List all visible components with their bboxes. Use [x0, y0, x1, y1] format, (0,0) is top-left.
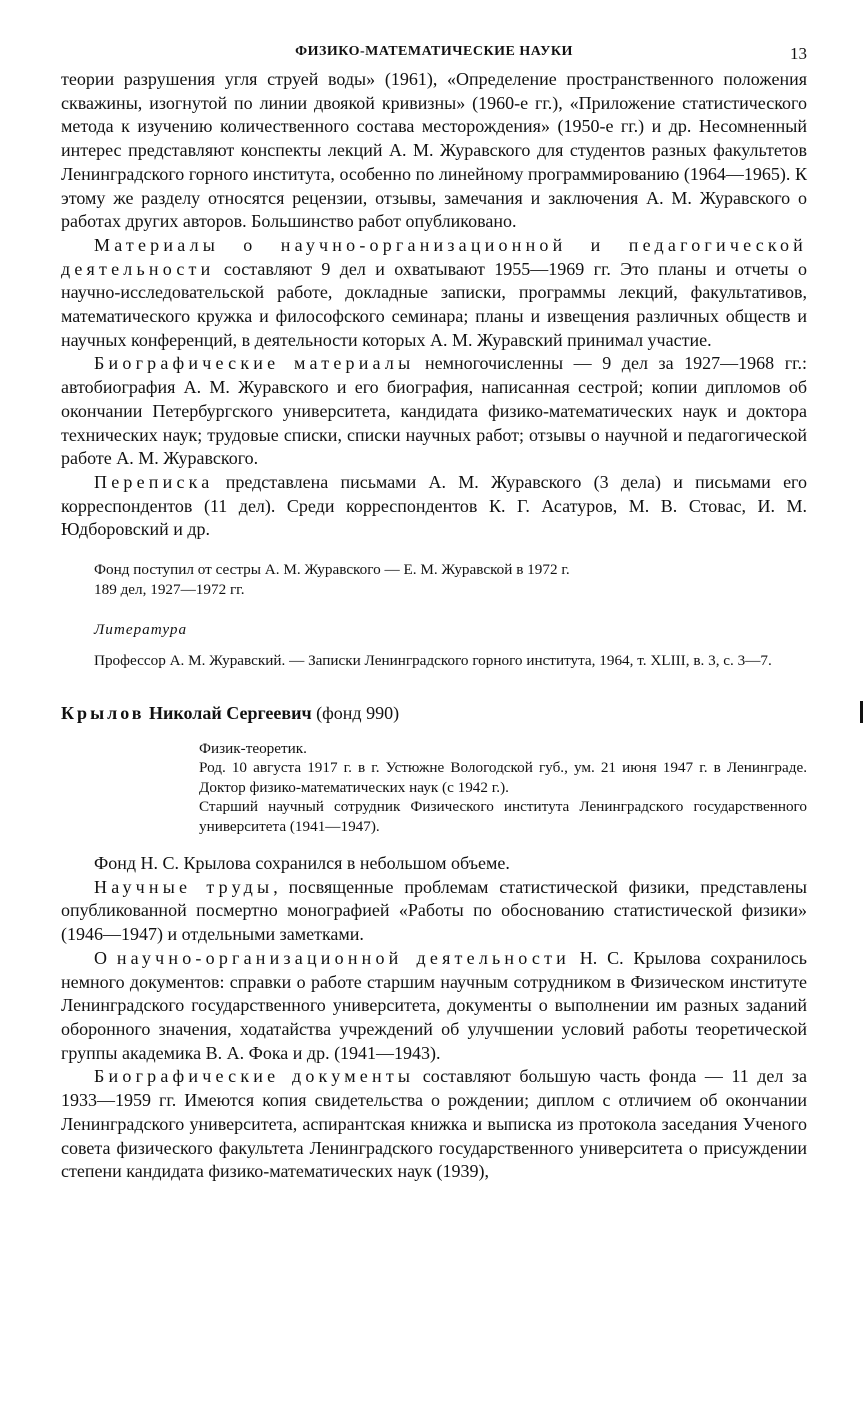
- fond-note-line: 189 дел, 1927—1972 гг.: [94, 580, 245, 598]
- fond-description: [61, 852, 807, 1184]
- literature-item: Профессор А. М. Журавский. — Записки Ленинградского горного института, 1964, т. XLIII, в. 3, с. 3—7.: [94, 652, 772, 670]
- spaced-heading: Материалы о научно-организационной и педагогической деятельности: [61, 234, 807, 279]
- fond-note-line: Фонд поступил от сестры А. М. Журавского — Е. М. Журавской в 1972 г.: [94, 561, 570, 579]
- paragraph-text: составляют 9 дел и охватывают 1955—1969 гг. Это планы и отчеты о научно-исследовательской работе, докладные записки, программы лекций, факультативов, математического кружка и философского семинара; планы и извещения различных обществ и научных конференций, в деятельности которых А. М. Журавский принимал участие.: [61, 258, 807, 350]
- paragraph-text: Н. С. Крылова сохранилось немного документов: справки о работе старшим научным сотрудником в Физическом институте Ленинградского государственного университета, документы о выполнении им разных заданий оборонного значения, ходатайства учреждений об улучшении условий работы теоретической группы академика В. А. Фока и др. (1941—1943).: [61, 947, 808, 1063]
- paragraph-text: представлена письмами А. М. Журавского (3 дела) и письмами его корреспондентов (11 дел). Среди корреспондентов К. Г. Асатуров, М. В. Стовас, И. М. Юдборовский и др.: [61, 471, 807, 540]
- running-title: ФИЗИКО-МАТЕМАТИЧЕСКИЕ НАУКИ: [295, 44, 573, 59]
- paragraph-text: , посвященные проблемам статистической физики, представлены опубликованной посмертно монографией «Работы по обоснованию статистической физики» (1946—1947) и отдельными заметками.: [61, 876, 807, 945]
- bio-role: Физик-теоретик.: [199, 739, 307, 757]
- running-header: [61, 0, 807, 68]
- paragraph-organizational-activity: [61, 947, 807, 1066]
- paragraph-text: немногочисленны — 9 дел за 1927—1968 гг.: автобиография А. М. Журавского и его биография, написанная сестрой; копии дипломов об окончании Петербургского университета, кандидата физико-математических наук и доктора технических наук; трудовые списки, списки научных работ; отзывы о научной и педагогической работе А. М. Журавского.: [61, 353, 807, 469]
- person-surname: Крылов: [61, 702, 145, 723]
- paragraph-correspondence: [61, 471, 807, 542]
- person-heading: [61, 701, 807, 725]
- paragraph-continuation: теории разрушения угля струей воды» (1961), «Определение пространственного положения скважины, изогнутой по линии двоякой кривизны» (1960-е гг.), «Приложение статистического метода к изучению количественного состава месторождения» (1950-е гг.) и др. Несомненный интерес представляют конспекты лекций А. М. Журавского для студентов разных факультетов Ленинградского горного института, особенно по линейному программированию (1964—1965). К этому же разделу относятся рецензии, отзывы, замечания и заключения А. М. Журавского о работах других авторов. Большинство работ опубликовано.: [61, 69, 807, 232]
- paragraph-biographical-documents: [61, 1065, 807, 1184]
- spaced-heading: Научные труды: [94, 876, 274, 897]
- spaced-heading: Биографические документы: [94, 1066, 415, 1087]
- person-bio: [61, 739, 807, 837]
- spaced-heading: научно-организационной деятельности: [116, 947, 570, 968]
- paragraph-scientific-works: [61, 876, 807, 947]
- person-given-names: Николай Сергеевич: [144, 702, 312, 723]
- spaced-heading: Биографические материалы: [94, 353, 415, 374]
- person-name: [61, 703, 312, 723]
- paragraph-biographical-materials: [61, 352, 807, 471]
- paragraph-text: составляют большую часть фонда — 11 дел за 1933—1959 гг. Имеются копия свидетельства о рождении; диплом с отличием об окончании Ленинградского университета, аспирантская книжка и выписка из протокола заседания Ученого совета физического факультета Ленинградского государственного университета о присуждении степени кандидата физико-математических наук (1939),: [61, 1066, 808, 1182]
- paragraph-fond-size: Фонд Н. С. Крылова сохранился в небольшом объеме.: [94, 853, 510, 874]
- paragraph-text: О: [94, 947, 117, 968]
- literature-list: [61, 651, 807, 671]
- document-page: [61, 0, 807, 1184]
- bio-position: Старший научный сотрудник Физического института Ленинградского государственного университета (1941—1947).: [199, 798, 807, 835]
- spaced-heading: Переписка: [94, 471, 214, 492]
- literature-heading: Литература: [94, 621, 188, 639]
- page-number: 13: [790, 44, 807, 63]
- paragraph-organizational-materials: [61, 234, 807, 353]
- person-fond-number: (фонд 990): [311, 702, 400, 723]
- bio-dates: Род. 10 августа 1917 г. в г. Устюжне Вологодской губ., ум. 21 июня 1947 г. в Ленинграде. Доктор физико-математических наук (с 1942 г.).: [199, 759, 807, 796]
- fond-note: [61, 560, 807, 599]
